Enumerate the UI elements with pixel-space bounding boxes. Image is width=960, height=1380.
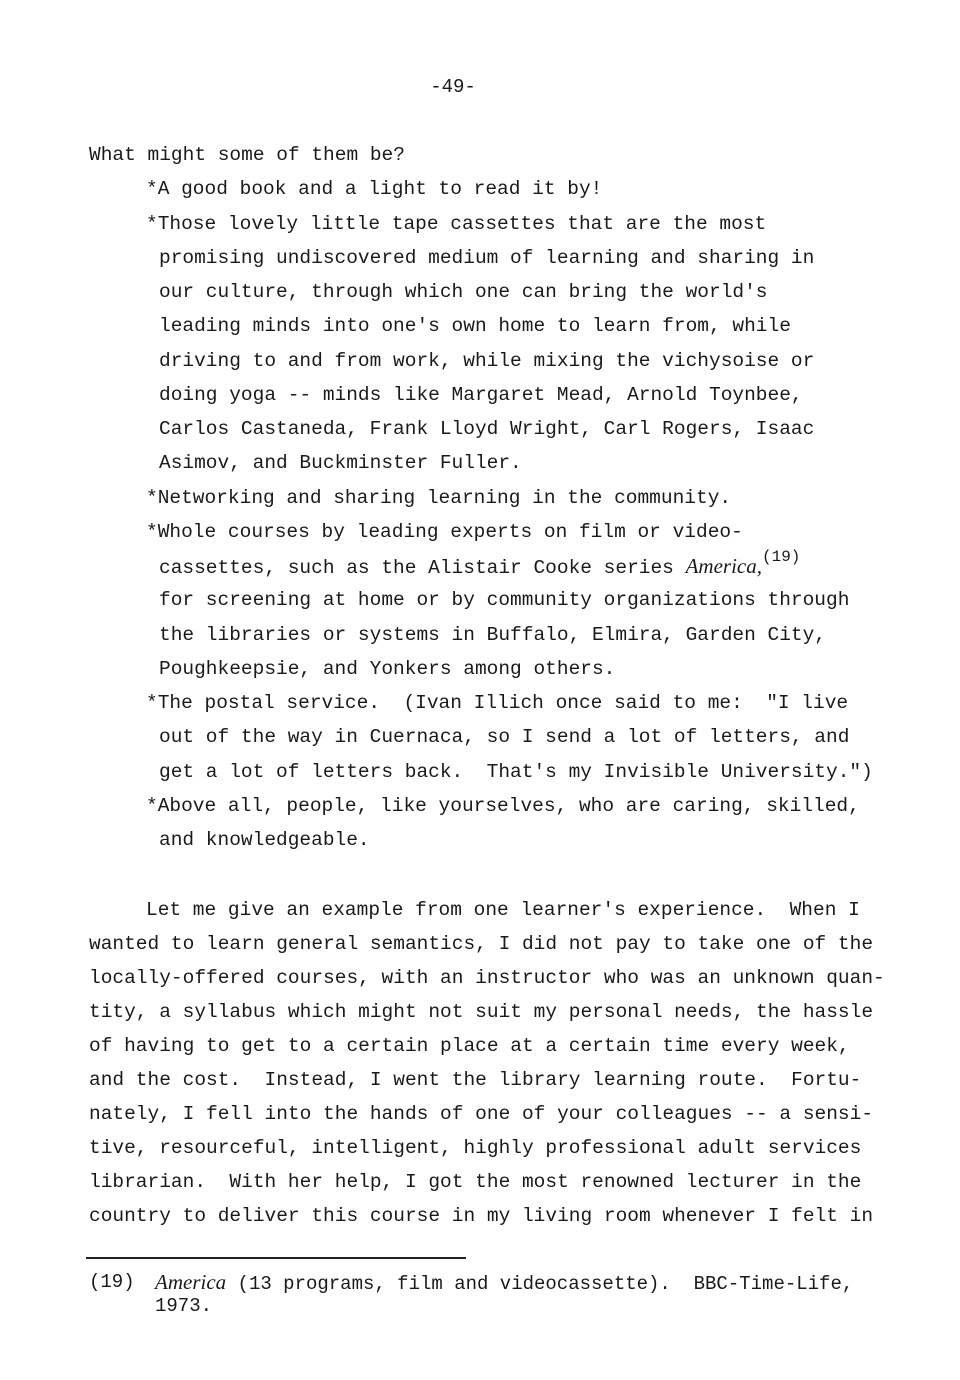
text-line: and knowledgeable. [159, 829, 370, 851]
text-line: the libraries or systems in Buffalo, Elmira, Garden City, [159, 624, 827, 646]
footnote-text [155, 1270, 853, 1296]
text-line: Poughkeepsie, and Yonkers among others. [159, 658, 616, 680]
text-line: Asimov, and Buckminster Fuller. [159, 452, 522, 474]
list-item: *Whole courses by leading experts on film or video- [146, 521, 743, 543]
text-line: out of the way in Cuernaca, so I send a lot of letters, and [159, 726, 850, 748]
paragraph-line: tity, a syllabus which might not suit my personal needs, the hassle [89, 1001, 874, 1023]
text-line: leading minds into one's own home to learn from, while [159, 315, 791, 337]
text-line: driving to and from work, while mixing the vichysoise or [159, 350, 815, 372]
footnote-text-line2: 1973. [155, 1295, 213, 1317]
text-segment: cassettes, such as the Alistair Cooke series [159, 557, 686, 579]
paragraph-line: Let me give an example from one learner's experience. When I [146, 899, 860, 921]
text-line: doing yoga -- minds like Margaret Mead, Arnold Toynbee, [159, 384, 803, 406]
paragraph-line: and the cost. Instead, I went the library learning route. Fortu- [89, 1069, 862, 1091]
text-line: our culture, through which one can bring the world's [159, 281, 768, 303]
text-line: get a lot of letters back. That's my Invisible University.") [159, 761, 873, 783]
footnote-title: America [155, 1270, 227, 1294]
list-item: *Those lovely little tape cassettes that are the most [146, 213, 767, 235]
paragraph-line: of having to get to a certain place at a certain time every week, [89, 1035, 850, 1057]
paragraph-line: nately, I fell into the hands of one of your colleagues -- a sensi- [89, 1103, 874, 1125]
page-number: -49- [430, 76, 476, 98]
text-line: promising undiscovered medium of learning and sharing in [159, 247, 815, 269]
paragraph-line: country to deliver this course in my living room whenever I felt in [89, 1205, 874, 1227]
paragraph-line: locally-offered courses, with an instructor who was an unknown quan- [89, 967, 885, 989]
text-line: for screening at home or by community organizations through [159, 589, 850, 611]
text-line: Carlos Castaneda, Frank Lloyd Wright, Carl Rogers, Isaac [159, 418, 815, 440]
footnote-details: (13 programs, film and videocassette). BBC-Time-Life, [226, 1273, 854, 1295]
text-line [159, 549, 800, 585]
paragraph-line: librarian. With her help, I got the most renowned lecturer in the [89, 1171, 862, 1193]
list-item: *The postal service. (Ivan Illich once said to me: "I live [146, 692, 849, 714]
title-italic: America, [685, 554, 762, 578]
footnote-divider [86, 1257, 466, 1259]
paragraph-line: wanted to learn general semantics, I did not pay to take one of the [89, 933, 874, 955]
text-line: What might some of them be? [89, 144, 405, 166]
list-item: *A good book and a light to read it by! [146, 178, 603, 200]
list-item: *Above all, people, like yourselves, who are caring, skilled, [146, 795, 860, 817]
list-item: *Networking and sharing learning in the community. [146, 487, 732, 509]
footnote-marker: (19) [89, 1271, 135, 1293]
paragraph-line: tive, resourceful, intelligent, highly professional adult services [89, 1137, 862, 1159]
footnote-ref: (19) [762, 548, 801, 566]
